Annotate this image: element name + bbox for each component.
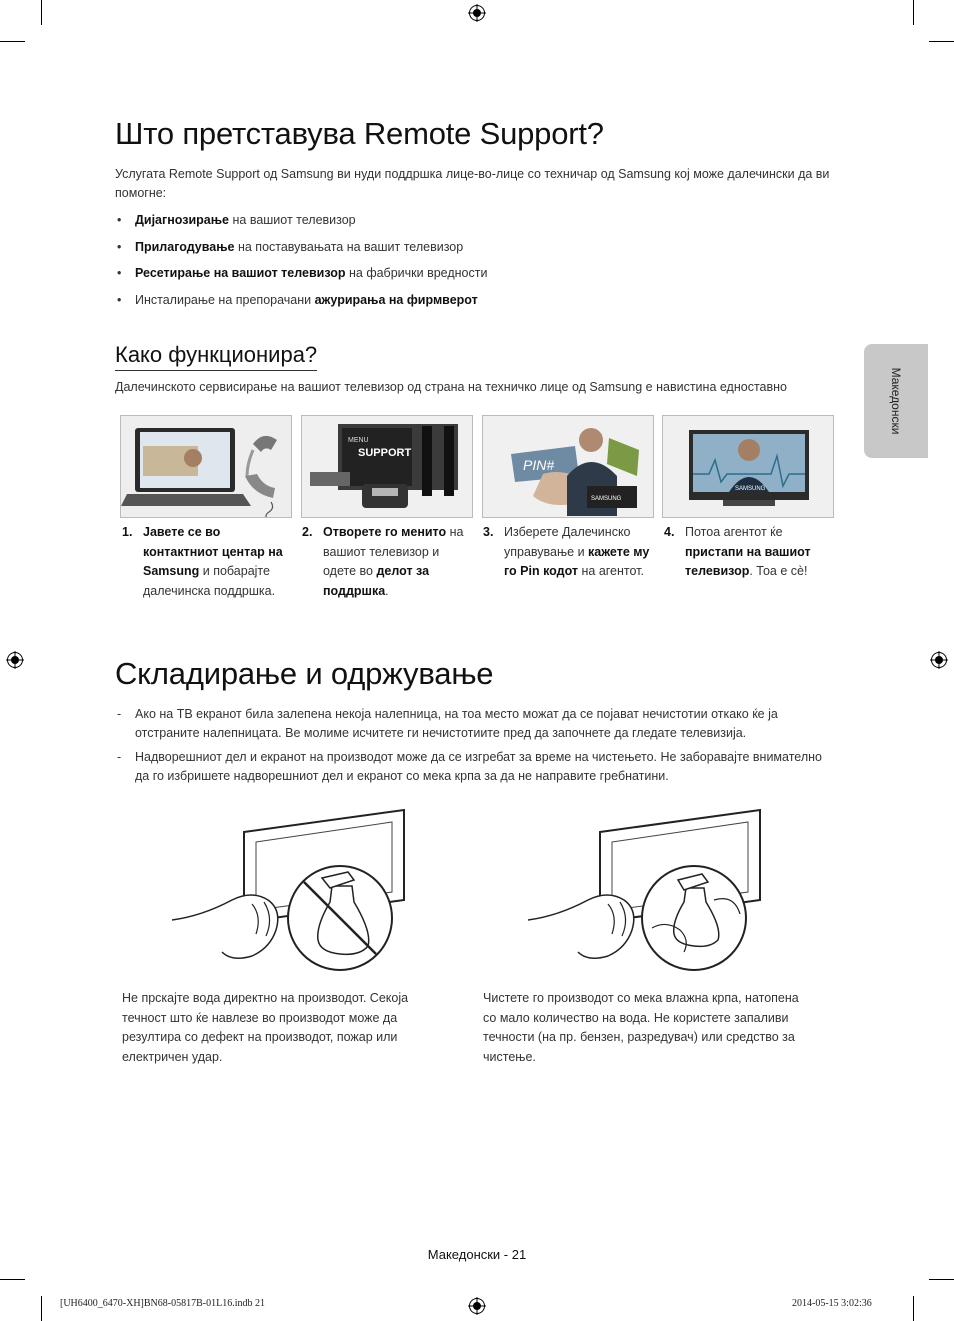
step4-agent-tv-image [662, 415, 834, 518]
thumb-support-label: SUPPORT [358, 447, 412, 459]
step-3: 3. Изберете Далечинско управување и кажете му го Pin кодот на агентот. [483, 525, 650, 578]
thumb-menu-label: MENU [348, 437, 369, 444]
caption-do-not-spray: Не прскајте вода директно на производот. Секоја течност што ќе навлезе во производот може да резултира со дефект на производот, пожар или електричен удар. [122, 991, 409, 1064]
list-item: - Ако на ТВ екранот била залепена некоја налепница, на тоа место можат да се појават нечистотии откако ќе ја отстраните налепницата. Ве молиме исчитете ги нечистотиите пред да започнете да гледате телевизија. [117, 707, 778, 740]
list-item: • Ресетирање на вашиот телевизор на фабрички вредности [117, 266, 488, 281]
soft-cloth-illustration [528, 804, 768, 976]
step1-laptop-phone-image [120, 415, 292, 518]
step3-pin-code-image [482, 415, 654, 518]
registration-mark-icon [930, 651, 948, 669]
language-side-tab [864, 344, 928, 458]
crop-mark [41, 0, 42, 25]
list-item: - Надворешниот дел и екранот на производот може да се изгребат за време на чистењето. Не заборавајте внимателно да го избришете надворешниот дел и екранот со мека крпа за да не направите гребнатини. [117, 750, 822, 783]
caption-soft-cloth: Чистете го производот со мека влажна крпа, натопена со мало количество на вода. Не користете запаливи течности (на пр. бензен, разредувач) или средство за чистење. [483, 991, 799, 1064]
thumb-samsung-label: SAMSUNG [591, 496, 622, 502]
step-4: 4. Потоа агентот ќе пристапи на вашиот телевизор. Тоа е сè! [664, 525, 811, 578]
list-item: • Дијагнозирање на вашиот телевизор [117, 213, 356, 227]
crop-mark [0, 1279, 25, 1280]
language-side-tab-label: Македонски [889, 367, 903, 435]
thumb-tv-samsung-label: SAMSUNG [735, 486, 766, 492]
remote-support-intro: Услугата Remote Support од Samsung ви нуди поддршка лице-во-лице со техничар од Samsung кој може далечински да ви помогне: [115, 167, 830, 200]
list-item: • Инсталирање на препорачани ажурирања на фирмверот [117, 293, 478, 308]
how-it-works-intro: Далечинското сервисирање на вашиот телевизор од страна на техничко лице од Samsung е навистина едноставно [115, 380, 787, 394]
print-date-slug: 2014-05-15 3:02:36 [792, 1298, 872, 1309]
do-not-spray-illustration [172, 806, 412, 974]
step2-menu-support-image [301, 415, 473, 518]
crop-mark [929, 1279, 954, 1280]
crop-mark [929, 41, 954, 42]
step-2: 2. Отворете го менито на вашиот телевизор и одете во делот за поддршка. [302, 525, 464, 598]
registration-mark-icon [468, 4, 486, 22]
print-file-slug: [UH6400_6470-XH]BN68-05817B-01L16.indb 21 [60, 1298, 265, 1309]
page-title-storage-maintenance: Складирање и одржување [115, 656, 494, 691]
page-title-remote-support: Што претставува Remote Support? [115, 116, 604, 151]
registration-mark-icon [6, 651, 24, 669]
remote-support-feature-list [115, 211, 835, 318]
section-heading-how-it-works: Како функционира? [115, 342, 317, 371]
step-1: 1. Јавете се во контактниот центар на Samsung и побарајте далечинска поддршка. [122, 525, 283, 598]
registration-mark-icon [468, 1297, 486, 1315]
maintenance-notes-list [115, 705, 835, 791]
crop-mark [0, 41, 25, 42]
list-item: • Прилагодување на поставувањата на вашит телевизор [117, 239, 464, 254]
thumb-pin-label: PIN# [523, 457, 555, 473]
crop-mark [913, 1296, 914, 1321]
page-number: Македонски - 21 [427, 1247, 527, 1262]
crop-mark [41, 1296, 42, 1321]
crop-mark [913, 0, 914, 25]
